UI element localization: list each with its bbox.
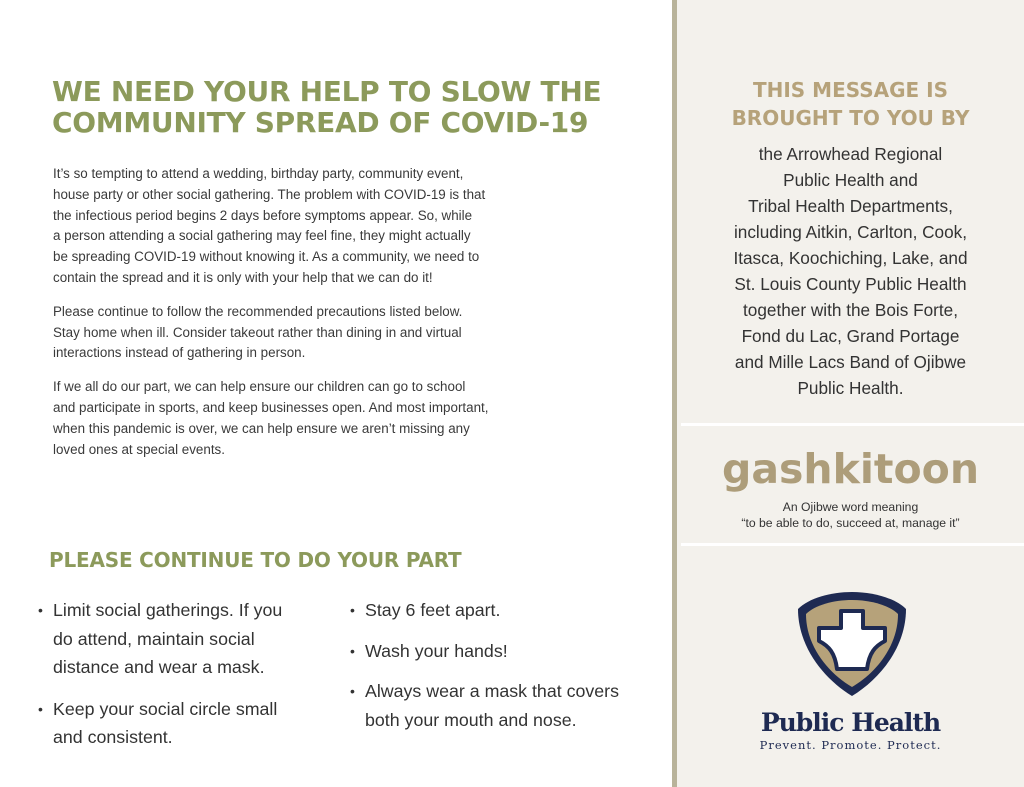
list-item: [38, 596, 338, 682]
org-line: the Arrowhead Regional: [758, 144, 943, 164]
bullet-line: both your mouth and nose.: [365, 709, 577, 730]
bullet-icon: •: [38, 602, 43, 618]
org-line: Itasca, Koochiching, Lake, and: [733, 248, 968, 268]
bullet-line: and consistent.: [53, 727, 173, 747]
section-title: PLEASE CONTINUE TO DO YOUR PART: [49, 548, 462, 572]
text-line: Please continue to follow the recommended precautions listed below.: [53, 303, 463, 319]
bullet-line: distance and wear a mask.: [53, 657, 265, 677]
text-line: be spreading COVID-19 without knowing it. As a community, we need to: [53, 249, 480, 265]
text-line: It’s so tempting to attend a wedding, birthday party, community event,: [53, 166, 464, 181]
bullet-line: Wash your hands!: [365, 640, 508, 661]
bullet-icon: •: [350, 642, 355, 659]
heading-line: BROUGHT TO YOU BY: [731, 106, 970, 130]
bullet-line: Always wear a mask that covers: [365, 681, 619, 701]
organizations-list: [677, 141, 1024, 401]
body-text: [53, 164, 543, 473]
org-line: together with the Bois Forte,: [743, 300, 958, 320]
bullet-icon: •: [350, 683, 355, 699]
text-line: loved ones at special events.: [53, 441, 225, 457]
org-line: and Mille Lacs Band of Ojibwe: [734, 352, 967, 372]
text-line: a person attending a social gathering may feel fine, they might actually: [53, 228, 471, 244]
main-headline: [52, 76, 612, 138]
org-line: including Aitkin, Carlton, Cook,: [733, 222, 968, 242]
list-item: [350, 677, 670, 734]
bullet-line: Keep your social circle small: [53, 698, 278, 719]
ojibwe-word: gashkitoon: [721, 445, 980, 493]
bullet-line: Limit social gatherings. If you: [53, 600, 283, 620]
bullet-line: Stay 6 feet apart.: [365, 600, 501, 620]
org-line: St. Louis County Public Health: [734, 274, 967, 294]
headline-line: WE NEED YOUR HELP TO SLOW THE: [52, 75, 602, 108]
bullet-list-col1: [38, 596, 338, 765]
list-item: [38, 695, 338, 752]
text-line: interactions instead of gathering in person.: [53, 345, 306, 361]
text-line: when this pandemic is over, we can help ensure we aren’t missing any: [53, 420, 470, 436]
public-health-tagline: Prevent. Promote. Protect.: [759, 738, 942, 752]
text-line: If we all do our part, we can help ensure our children can go to school: [53, 379, 466, 395]
bullet-icon: •: [350, 602, 355, 618]
heading-line: THIS MESSAGE IS: [752, 78, 949, 102]
text-line: house party or other social gathering. The problem with COVID-19 is that: [53, 186, 486, 202]
list-item: [350, 637, 670, 666]
meaning-line: “to be able to do, succeed at, manage it”: [741, 516, 960, 530]
panel-separator: [681, 543, 1024, 546]
panel-separator: [681, 423, 1024, 426]
org-line: Public Health and: [783, 170, 918, 190]
brought-to-you-heading: [677, 76, 1024, 132]
list-item: [350, 596, 670, 625]
bullet-line: do attend, maintain social: [53, 628, 255, 649]
paragraph-precautions: [53, 302, 543, 364]
bullet-list-col2: [350, 596, 670, 746]
text-line: and participate in sports, and keep businesses open. And most important,: [53, 399, 489, 415]
paragraph-intro: [53, 164, 543, 289]
public-health-logo-name: Public Health: [760, 708, 941, 737]
headline-line: COMMUNITY SPREAD OF COVID-19: [52, 106, 589, 139]
word-meaning: [677, 499, 1024, 531]
public-health-shield-cross-icon: [795, 589, 909, 699]
org-line: Tribal Health Departments,: [748, 196, 953, 216]
org-line: Fond du Lac, Grand Portage: [741, 326, 960, 346]
bullet-icon: •: [38, 700, 43, 717]
text-line: Stay home when ill. Consider takeout rather than dining in and virtual: [53, 324, 462, 340]
meaning-line: An Ojibwe word meaning: [782, 500, 919, 514]
org-line: Public Health.: [797, 378, 904, 398]
text-line: contain the spread and it is only with your help that we can do it!: [53, 269, 433, 285]
text-line: the infectious period begins 2 days before symptoms appear. So, while: [53, 207, 473, 223]
paragraph-do-our-part: [53, 377, 543, 460]
